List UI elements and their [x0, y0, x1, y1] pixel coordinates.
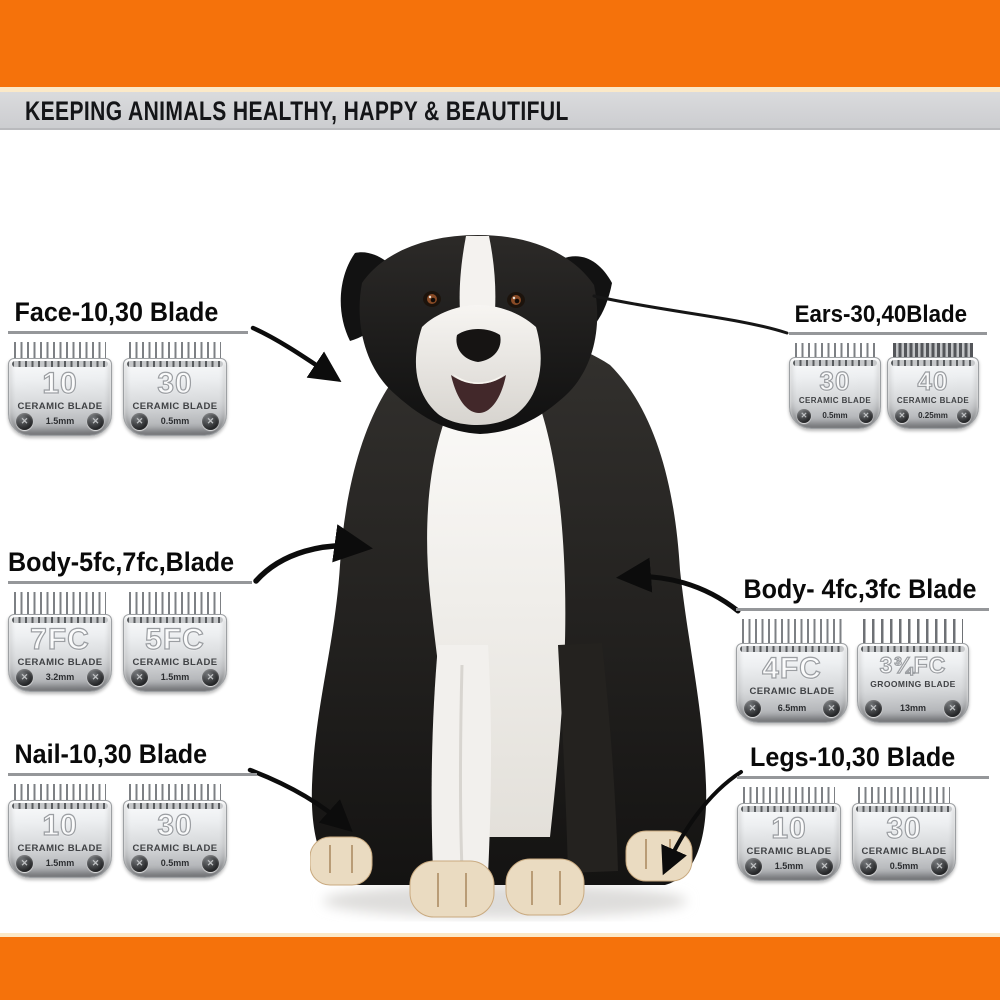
screw-icon: [816, 858, 833, 875]
group-label: Body-5fc,7fc,Blade: [8, 547, 235, 577]
screw-icon: [87, 855, 104, 872]
screw-icon: [202, 413, 219, 430]
tagline-banner: [0, 92, 1000, 130]
screw-icon: [202, 669, 219, 686]
screw-icon: [87, 669, 104, 686]
blade-size-label: 0.25mm: [918, 411, 948, 420]
blade-plate: [852, 803, 956, 881]
blade-row: [737, 787, 989, 881]
blade-type-label: CERAMIC BLADE: [17, 843, 103, 854]
dog-eye-right: [507, 292, 525, 308]
screw-icon: [131, 855, 148, 872]
blade-number: 30: [886, 812, 922, 845]
blade-group-body-right: [736, 576, 989, 723]
blade-plate: [123, 358, 227, 436]
blade-plate: [789, 357, 881, 429]
dog-leg-shading: [461, 665, 463, 870]
blade-teeth: [858, 787, 950, 804]
clipper-blade-30: [789, 343, 881, 429]
clipper-blade-10: [8, 342, 112, 436]
blade-type-label: CERAMIC BLADE: [17, 401, 103, 412]
group-underline: [8, 331, 248, 334]
tagline-text: KEEPING ANIMALS HEALTHY, HAPPY & BEAUTIFUL: [25, 96, 569, 126]
blade-type-label: CERAMIC BLADE: [798, 396, 872, 405]
group-label: Ears-30,40Blade: [794, 301, 968, 328]
clipper-blade-3-3-4fc: [857, 619, 969, 723]
blade-size-label: 13mm: [899, 703, 926, 713]
screw-icon: [859, 409, 873, 423]
blade-teeth: [14, 784, 106, 801]
blade-teeth: [14, 342, 106, 359]
blade-type-label: CERAMIC BLADE: [746, 846, 832, 857]
screw-icon: [931, 858, 948, 875]
blade-teeth: [129, 784, 221, 801]
blade-size-label: 1.5mm: [45, 416, 75, 426]
blade-number: 10: [42, 809, 78, 842]
blade-plate: [123, 614, 227, 692]
group-label: Face-10,30 Blade: [14, 297, 219, 327]
clipper-blade-30: [123, 342, 227, 436]
blade-size-label: 1.5mm: [160, 672, 190, 682]
blade-teeth: [863, 619, 963, 644]
blade-plate: [857, 643, 969, 723]
blade-plate: [736, 643, 848, 723]
clipper-blade-30: [123, 784, 227, 878]
blade-size-label: 0.5mm: [160, 416, 190, 426]
group-underline: [789, 332, 987, 335]
top-orange-band: [0, 0, 1000, 87]
blade-size-label: 1.5mm: [774, 861, 804, 871]
blade-size-label: 0.5mm: [822, 411, 848, 420]
clipper-blade-30: [852, 787, 956, 881]
blade-teeth: [795, 343, 875, 358]
dog-photo: [310, 225, 710, 935]
screw-icon: [744, 700, 761, 717]
blade-teeth: [743, 787, 835, 804]
screw-icon: [16, 413, 33, 430]
blade-number: 10: [42, 367, 78, 400]
blade-teeth: [129, 592, 221, 615]
blade-row: [736, 619, 989, 723]
blade-size-label: 0.5mm: [160, 858, 190, 868]
screw-icon: [87, 413, 104, 430]
blade-type-label: CERAMIC BLADE: [132, 657, 218, 668]
screw-icon: [16, 669, 33, 686]
blade-size-label: 0.5mm: [889, 861, 919, 871]
screw-icon: [131, 413, 148, 430]
clipper-blade-7fc: [8, 592, 112, 692]
blade-size-label: 3.2mm: [45, 672, 75, 682]
group-underline: [8, 581, 252, 584]
blade-plate: [123, 800, 227, 878]
screw-icon: [202, 855, 219, 872]
blade-plate: [737, 803, 841, 881]
blade-number: 10: [771, 812, 807, 845]
screw-icon: [797, 409, 811, 423]
blade-type-label: CERAMIC BLADE: [132, 843, 218, 854]
blade-number: 40: [917, 366, 949, 396]
clipper-blade-10: [737, 787, 841, 881]
blade-group-body-left: [8, 549, 252, 692]
screw-icon: [957, 409, 971, 423]
blade-number: 30: [819, 366, 851, 396]
blade-type-label: CERAMIC BLADE: [17, 657, 103, 668]
screw-icon: [895, 409, 909, 423]
clipper-blade-40: [887, 343, 979, 429]
group-label: Body- 4fc,3fc Blade: [743, 574, 977, 604]
screw-icon: [131, 669, 148, 686]
bottom-orange-band: [0, 937, 1000, 1000]
group-label: Nail-10,30 Blade: [14, 739, 208, 769]
screw-icon: [16, 855, 33, 872]
group-label: Legs-10,30 Blade: [750, 742, 956, 772]
blade-row: [789, 343, 987, 429]
blade-number: 7FC: [30, 623, 90, 656]
dog-eye-left: [423, 291, 441, 307]
blade-number: 3¾FC: [879, 652, 947, 678]
dog-shadow: [323, 884, 687, 918]
blade-type-label: CERAMIC BLADE: [749, 686, 835, 697]
blade-row: [8, 342, 248, 436]
clipper-blade-4fc: [736, 619, 848, 723]
blade-row: [8, 784, 257, 878]
group-underline: [737, 776, 989, 779]
blade-size-label: 1.5mm: [45, 858, 75, 868]
blade-teeth: [129, 342, 221, 359]
blade-type-label: CERAMIC BLADE: [861, 846, 947, 857]
clipper-blade-5fc: [123, 592, 227, 692]
blade-type-label: CERAMIC BLADE: [896, 396, 970, 405]
blade-teeth: [742, 619, 842, 644]
blade-number: 4FC: [762, 652, 822, 685]
blade-size-label: 6.5mm: [777, 703, 807, 713]
group-underline: [736, 608, 989, 611]
blade-type-label: CERAMIC BLADE: [132, 401, 218, 412]
blade-group-face: [8, 299, 248, 436]
blade-number: 5FC: [145, 623, 205, 656]
clipper-blade-10: [8, 784, 112, 878]
blade-group-ears: [789, 303, 987, 429]
blade-number: 30: [157, 809, 193, 842]
blade-group-nail: [8, 741, 257, 878]
blade-plate: [8, 358, 112, 436]
screw-icon: [823, 700, 840, 717]
blade-type-label: GROOMING BLADE: [870, 679, 956, 689]
blade-group-legs: [737, 744, 989, 881]
screw-icon: [745, 858, 762, 875]
blade-number: 30: [157, 367, 193, 400]
blade-teeth: [14, 592, 106, 615]
blade-plate: [8, 614, 112, 692]
blade-plate: [887, 357, 979, 429]
blade-row: [8, 592, 252, 692]
group-underline: [8, 773, 257, 776]
screw-icon: [944, 700, 961, 717]
blade-plate: [8, 800, 112, 878]
screw-icon: [860, 858, 877, 875]
screw-icon: [865, 700, 882, 717]
